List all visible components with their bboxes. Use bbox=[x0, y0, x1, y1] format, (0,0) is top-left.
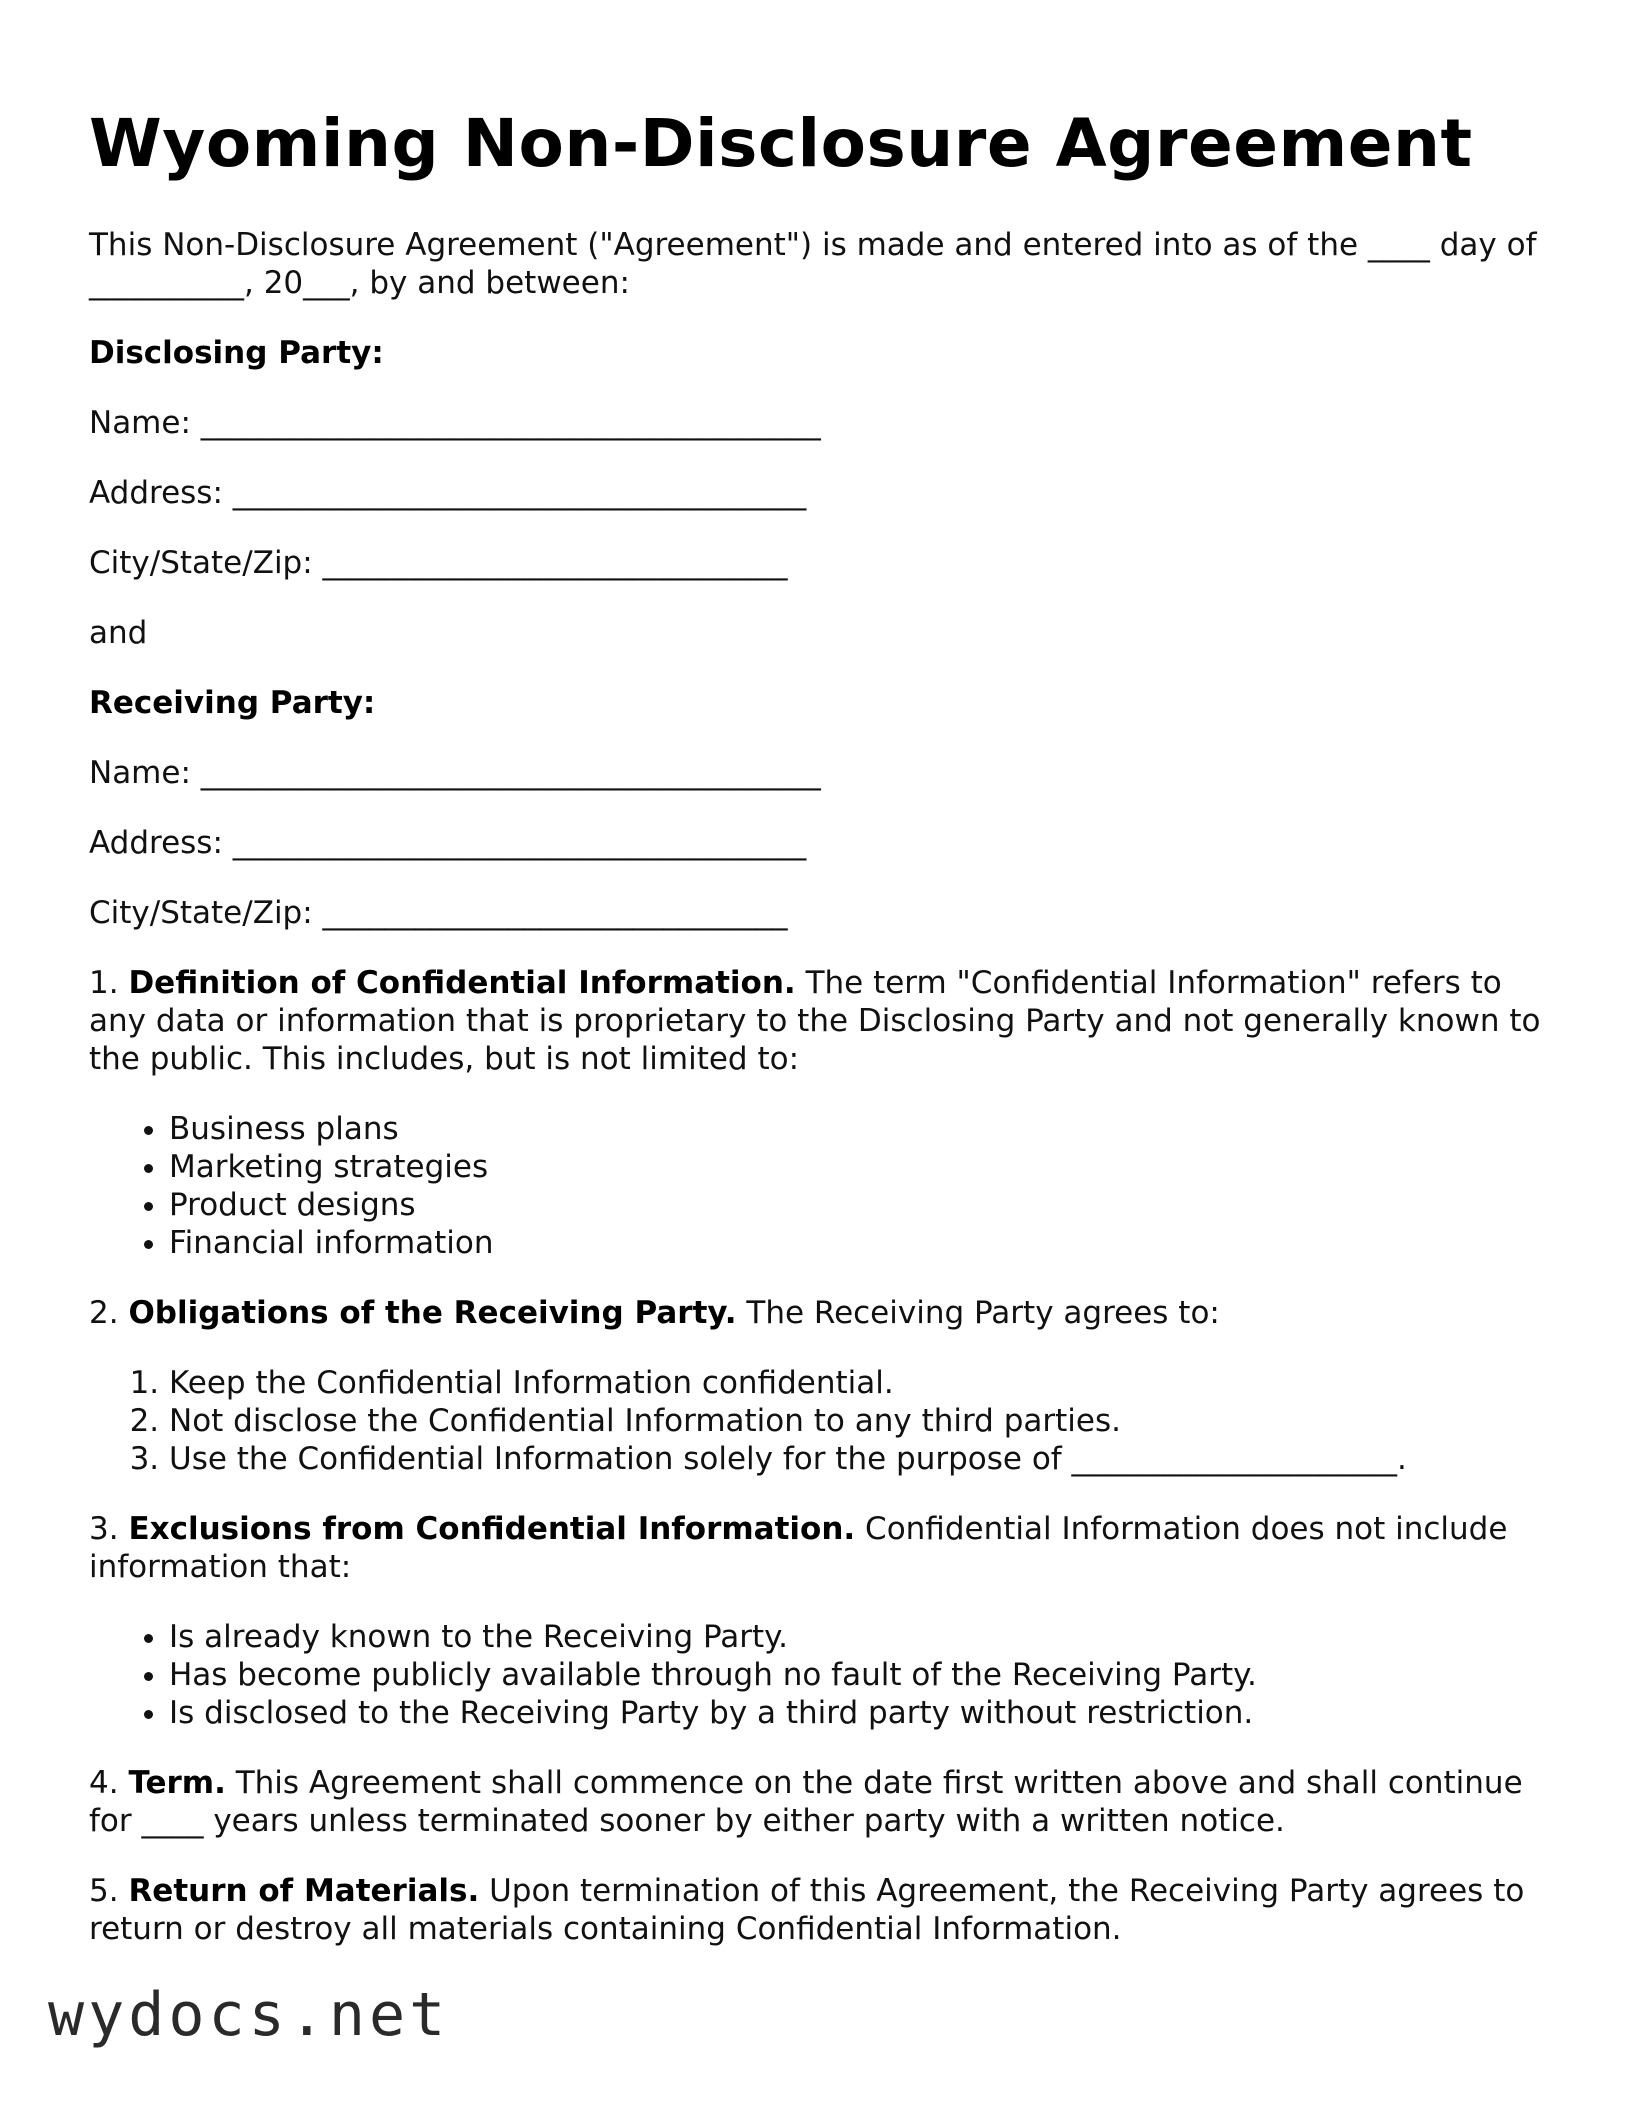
section-4-body: This Agreement shall commence on the date first written above and shall continue for ____ years unless terminated sooner by either party with a written notice. bbox=[89, 1764, 1523, 1839]
disclosing-party-heading-text: Disclosing Party: bbox=[89, 334, 384, 371]
receiving-party-heading-text: Receiving Party: bbox=[89, 684, 376, 721]
section-4 bbox=[89, 1764, 1549, 1840]
list-item: • Has become publicly available through no fault of the Receiving Party. bbox=[169, 1656, 1549, 1694]
section-2-number: 2. bbox=[89, 1294, 119, 1331]
list-item: • Is disclosed to the Receiving Party by a third party without restriction. bbox=[169, 1694, 1549, 1732]
section-3-title: Exclusions from Confidential Information. bbox=[128, 1510, 856, 1547]
site-watermark: wydocs.net bbox=[48, 1980, 450, 2050]
section-2 bbox=[89, 1294, 1549, 1332]
section-5 bbox=[89, 1872, 1549, 1948]
section-1 bbox=[89, 964, 1549, 1078]
section-3 bbox=[89, 1510, 1549, 1586]
section-1-body: The term "Confidential Information" refers to any data or information that is proprietary to the Disclosing Party and not generally known to the public. This includes, but is not limited to: bbox=[89, 964, 1541, 1077]
disclosing-name-field: Name: ________________________________________ bbox=[89, 404, 821, 441]
section-1-number: 1. bbox=[89, 964, 119, 1001]
list-item: • Is already known to the Receiving Party. bbox=[169, 1618, 1549, 1656]
section-4-title: Term. bbox=[128, 1764, 226, 1801]
list-item: 3. Use the Confidential Information solely for the purpose of _____________________. bbox=[169, 1440, 1549, 1478]
list-item: • Product designs bbox=[169, 1186, 1549, 1224]
intro-paragraph: This Non-Disclosure Agreement ("Agreement") is made and entered into as of the ____ day of __________, 20___, by and between: bbox=[89, 226, 1537, 301]
section-2-list bbox=[89, 1364, 1549, 1478]
list-item: • Marketing strategies bbox=[169, 1148, 1549, 1186]
receiving-party-heading bbox=[89, 684, 1549, 722]
section-3-body: Confidential Information does not include information that: bbox=[89, 1510, 1508, 1585]
section-3-number: 3. bbox=[89, 1510, 119, 1547]
receiving-address-field: Address: _____________________________________ bbox=[89, 824, 807, 861]
receiving-name-field: Name: ________________________________________ bbox=[89, 754, 821, 791]
and-text: and bbox=[89, 614, 148, 651]
disclosing-address-field: Address: _____________________________________ bbox=[89, 474, 807, 511]
disclosing-city-field: City/State/Zip: ______________________________ bbox=[89, 544, 788, 581]
list-item: • Business plans bbox=[169, 1110, 1549, 1148]
list-item: 2. Not disclose the Confidential Information to any third parties. bbox=[169, 1402, 1549, 1440]
section-2-body: The Receiving Party agrees to: bbox=[746, 1294, 1220, 1331]
section-5-body: Upon termination of this Agreement, the Receiving Party agrees to return or destroy all materials containing Confidential Information. bbox=[89, 1872, 1525, 1947]
section-2-title: Obligations of the Receiving Party. bbox=[128, 1294, 737, 1331]
section-3-list bbox=[89, 1618, 1549, 1732]
list-item: 1. Keep the Confidential Information confidential. bbox=[169, 1364, 1549, 1402]
list-item: • Financial information bbox=[169, 1224, 1549, 1262]
document-page bbox=[89, 106, 1549, 1980]
disclosing-party-heading bbox=[89, 334, 1549, 372]
section-5-title: Return of Materials. bbox=[128, 1872, 480, 1909]
section-1-list bbox=[89, 1110, 1549, 1262]
section-1-title: Definition of Confidential Information. bbox=[128, 964, 796, 1001]
receiving-city-field: City/State/Zip: ______________________________ bbox=[89, 894, 788, 931]
document-title: Wyoming Non-Disclosure Agreement bbox=[89, 105, 1473, 182]
section-4-number: 4. bbox=[89, 1764, 119, 1801]
section-5-number: 5. bbox=[89, 1872, 119, 1909]
